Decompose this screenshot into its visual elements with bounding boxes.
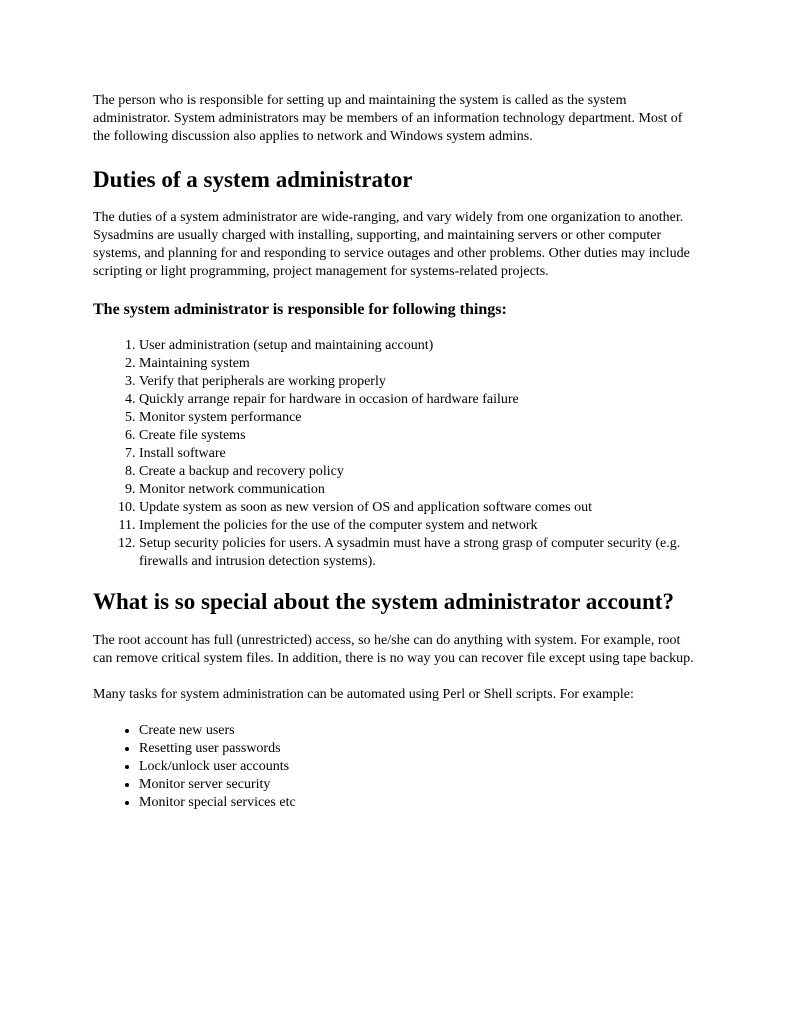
responsibilities-heading: The system administrator is responsible for following things: <box>93 301 507 318</box>
list-item: 11. Implement the policies for the use of the computer system and network <box>139 517 703 535</box>
list-item: • Create new users <box>139 722 703 740</box>
duties-paragraph: The duties of a system administrator are wide-ranging, and vary widely from one organization to another. Sysadmins are usually charged with installing, supporting, and maintaining servers or other computer systems, and planning for and responding to service outages and other problems. Other duties may include scripting or light programming, project management for systems-related projects. <box>93 210 690 279</box>
list-item: 10. Update system as soon as new version of OS and application software comes out <box>139 499 703 517</box>
list-item: • Resetting user passwords <box>139 740 703 758</box>
responsibilities-list <box>93 337 703 571</box>
list-item: • Monitor special services etc <box>139 794 703 812</box>
duties-heading: Duties of a system administrator <box>93 167 413 192</box>
list-item: • Lock/unlock user accounts <box>139 758 703 776</box>
automation-paragraph: Many tasks for system administration can be automated using Perl or Shell scripts. For example: <box>93 687 634 702</box>
list-item: 8. Create a backup and recovery policy <box>139 463 703 481</box>
list-item: • Monitor server security <box>139 776 703 794</box>
list-item: 1. User administration (setup and maintaining account) <box>139 337 703 355</box>
list-item: 5. Monitor system performance <box>139 409 703 427</box>
root-account-paragraph: The root account has full (unrestricted) access, so he/she can do anything with system. For example, root can remove critical system files. In addition, there is no way you can recover file except using tape backup. <box>93 633 694 666</box>
list-item: 9. Monitor network communication <box>139 481 703 499</box>
special-account-heading: What is so special about the system administrator account? <box>93 589 674 614</box>
list-item: 4. Quickly arrange repair for hardware in occasion of hardware failure <box>139 391 703 409</box>
list-item: 6. Create file systems <box>139 427 703 445</box>
intro-paragraph: The person who is responsible for setting up and maintaining the system is called as the system administrator. System administrators may be members of an information technology department. Most of the following discussion also applies to network and Windows system admins. <box>93 93 683 144</box>
automation-task-list <box>93 722 703 812</box>
document-page <box>93 92 703 812</box>
list-item: 12. Setup security policies for users. A sysadmin must have a strong grasp of computer security (e.g. firewalls and intrusion detection systems). <box>139 535 703 571</box>
list-item: 3. Verify that peripherals are working properly <box>139 373 703 391</box>
list-item: 2. Maintaining system <box>139 355 703 373</box>
list-item: 7. Install software <box>139 445 703 463</box>
